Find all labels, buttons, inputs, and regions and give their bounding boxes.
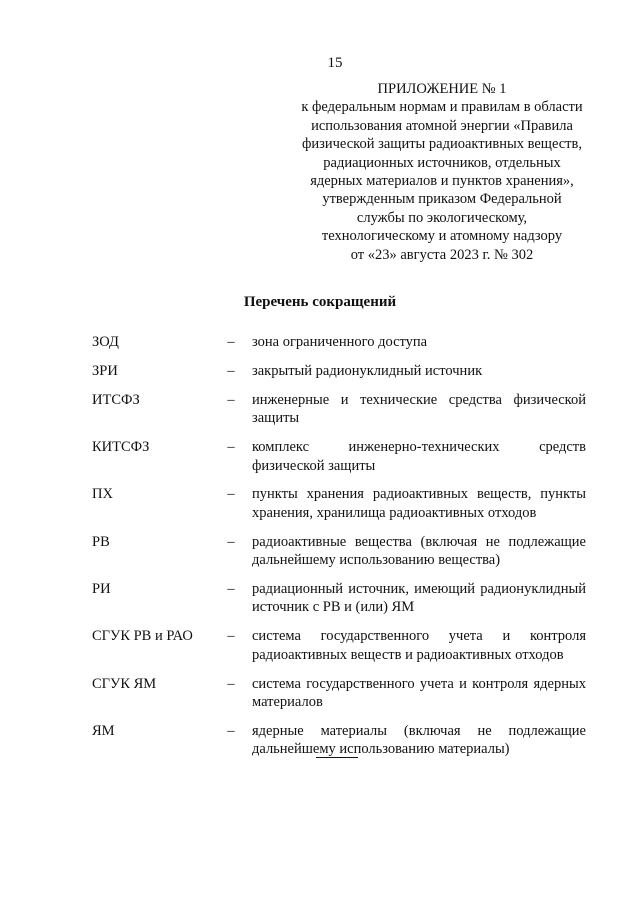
abbreviation-term: ЗРИ — [92, 362, 118, 379]
list-title: Перечень сокращений — [243, 294, 397, 310]
abbreviation-term: ЯМ — [92, 723, 115, 739]
abbreviation-term: ПХ — [92, 486, 113, 503]
abbreviation-definition: пункты хранения радиоактивных веществ, пункты хранения, хранилища радиоактивных отходов — [252, 486, 586, 521]
appendix-header — [296, 80, 588, 264]
abbreviation-term: РВ — [92, 533, 110, 550]
abbreviation-row — [92, 675, 586, 712]
abbreviation-definition: радиационный источник, имеющий радионуклидный источник с РВ и (или) ЯМ — [252, 581, 586, 616]
abbreviation-row — [92, 438, 586, 475]
appendix-line: радиационных источников, отдельных — [323, 154, 561, 171]
appendix-line: физической защиты радиоактивных веществ, — [302, 136, 582, 153]
appendix-line: утвержденным приказом Федеральной — [322, 191, 562, 208]
abbreviation-term: СГУК РВ и РАО — [92, 628, 193, 645]
abbreviation-dash: – — [227, 362, 235, 379]
abbreviation-row — [92, 533, 586, 570]
abbreviation-definition: ядерные материалы (включая не подлежащие дальнейшему использованию материалы) — [252, 723, 586, 758]
abbreviation-definition: радиоактивные вещества (включая не подлежащие дальнейшему использованию вещества) — [252, 533, 586, 569]
abbreviation-row — [92, 485, 586, 522]
abbreviation-row — [92, 580, 586, 617]
abbreviation-definition: зона ограниченного доступа — [252, 334, 428, 350]
abbreviation-dash: – — [227, 533, 235, 550]
abbreviation-dash: – — [227, 723, 235, 739]
abbreviation-row — [92, 391, 586, 428]
abbreviation-dash: – — [227, 486, 235, 503]
abbreviation-term: ЗОД — [92, 334, 119, 350]
appendix-order-date: от «23» августа 2023 г. № 302 — [350, 246, 534, 263]
end-divider — [316, 757, 358, 758]
abbreviation-term: КИТСФЗ — [92, 439, 150, 456]
page-number: 15 — [327, 55, 343, 71]
abbreviation-dash: – — [227, 334, 235, 350]
abbreviation-row — [92, 362, 586, 380]
abbreviation-dash: – — [227, 581, 235, 598]
abbreviation-term: СГУК ЯМ — [92, 675, 157, 692]
abbreviation-dash: – — [227, 675, 235, 692]
abbreviation-dash: – — [227, 391, 235, 408]
appendix-line: ядерных материалов и пунктов хранения», — [310, 173, 574, 190]
abbreviation-dash: – — [227, 439, 235, 456]
abbreviation-list — [92, 333, 586, 769]
abbreviation-term: РИ — [92, 581, 111, 598]
abbreviation-row — [92, 333, 586, 351]
abbreviation-definition: инженерные и технические средства физической защиты — [252, 391, 586, 427]
abbreviation-definition: закрытый радионуклидный источник — [252, 362, 483, 379]
appendix-line: к федеральным нормам и правилам в области — [301, 99, 583, 116]
appendix-line: использования атомной энергии «Правила — [311, 117, 573, 134]
abbreviation-definition: комплекс инженерно-технических средств физической защиты — [252, 439, 586, 474]
abbreviation-row — [92, 722, 586, 759]
appendix-title: ПРИЛОЖЕНИЕ № 1 — [377, 81, 507, 97]
abbreviation-dash: – — [227, 628, 235, 645]
appendix-line: службы по экологическому, — [356, 209, 528, 226]
abbreviation-row — [92, 627, 586, 664]
appendix-line: технологическому и атомному надзору — [321, 228, 563, 245]
abbreviation-term: ИТСФЗ — [92, 391, 140, 408]
abbreviation-definition: система государственного учета и контроля радиоактивных веществ и радиоактивных отходов — [252, 628, 586, 663]
abbreviation-definition: система государственного учета и контроля ядерных материалов — [252, 675, 586, 711]
